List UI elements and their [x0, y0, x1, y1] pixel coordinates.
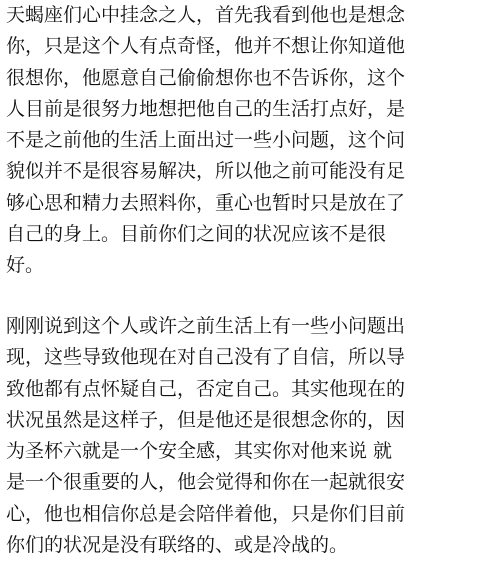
paragraph-2-line-8: 你们的状况是没有联络的、或是冷战的。: [6, 534, 349, 557]
paragraph-2-line-7: 心，他也相信你总是会陪伴着他，只是你们目前: [6, 502, 406, 525]
paragraph-1-line-8: 自己的身上。目前你们之间的状况应该不是很: [6, 223, 387, 246]
paragraph-1-line-5: 不是之前他的生活上面出过一些小问题，这个问: [6, 129, 406, 152]
paragraph-1-line-7: 够心思和精力去照料你，重心也暂时只是放在了: [6, 191, 406, 214]
paragraph-1-line-2: 你，只是这个人有点奇怪，他并不想让你知道他: [6, 35, 406, 58]
paragraph-2-line-4: 状况虽然是这样子，但是他还是很想念你的，因: [6, 408, 406, 431]
paragraph-1-line-3: 很想你，他愿意自己偷偷想你也不告诉你，这个: [6, 66, 406, 89]
paragraph-1-line-9: 好。: [6, 254, 45, 277]
paragraph-1-line-6: 貌似并不是很容易解决，所以他之前可能没有足: [6, 160, 406, 183]
paragraph-1-line-4: 人目前是很努力地想把他自己的生活打点好，是: [6, 97, 406, 120]
paragraph-1: [6, 0, 496, 282]
paragraph-1-line-1: 天蝎座们心中挂念之人，首先我看到他也是想念: [6, 4, 406, 26]
paragraph-2-line-1: 刚刚说到这个人或许之前生活上有一些小问题出: [6, 315, 406, 337]
paragraph-2-line-2: 现，这些导致他现在对自己没有了自信，所以导: [6, 346, 406, 369]
paragraph-2-line-5: 为圣杯六就是一个安全感，其实你对他来说 就: [6, 440, 393, 463]
paragraph-2: [6, 311, 496, 561]
paragraph-2-line-6: 是一个很重要的人，他会觉得和你在一起就很安: [6, 471, 406, 494]
paragraph-2-line-3: 致他都有点怀疑自己，否定自己。其实他现在的: [6, 377, 406, 400]
